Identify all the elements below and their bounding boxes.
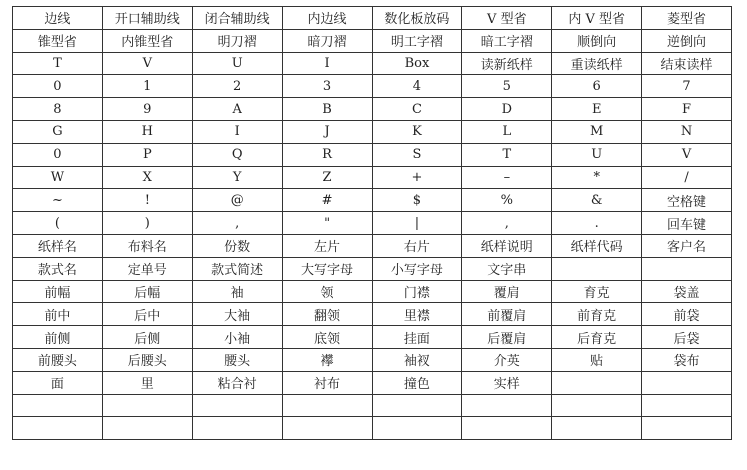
- table-cell: 前育克: [552, 303, 642, 326]
- table-cell: 闭合辅助线: [192, 7, 282, 30]
- table-row: [13, 120, 732, 143]
- table-cell: 挂面: [372, 326, 462, 349]
- table-cell: T: [13, 52, 103, 75]
- table-row: [13, 143, 732, 166]
- key-layout-table: [12, 6, 732, 440]
- table-cell: P: [102, 143, 192, 166]
- table-cell: |: [372, 212, 462, 235]
- table-cell: [282, 417, 372, 440]
- table-cell: #: [282, 189, 372, 212]
- table-cell: 内 V 型省: [552, 7, 642, 30]
- table-cell: G: [13, 120, 103, 143]
- table-cell: D: [462, 98, 552, 121]
- table-row: [13, 417, 732, 440]
- table-cell: C: [372, 98, 462, 121]
- table-cell: 2: [192, 75, 282, 98]
- table-row: [13, 280, 732, 303]
- table-row: [13, 212, 732, 235]
- table-cell: [462, 394, 552, 417]
- table-row: [13, 257, 732, 280]
- table-row: [13, 75, 732, 98]
- table-cell: [102, 394, 192, 417]
- table-cell: 款式名: [13, 257, 103, 280]
- table-cell: 衬布: [282, 371, 372, 394]
- table-cell: [13, 417, 103, 440]
- table-cell: ~: [13, 189, 103, 212]
- table-cell: 客户名: [642, 234, 732, 257]
- table-cell: 后腰头: [102, 348, 192, 371]
- table-row: [13, 303, 732, 326]
- table-cell: 顺倒向: [552, 29, 642, 52]
- table-cell: I: [192, 120, 282, 143]
- table-cell: ,: [192, 212, 282, 235]
- table-cell: A: [192, 98, 282, 121]
- table-cell: 3: [282, 75, 372, 98]
- table-cell: 育克: [552, 280, 642, 303]
- table-cell: 纸样代码: [552, 234, 642, 257]
- table-cell: [552, 257, 642, 280]
- table-cell: X: [102, 166, 192, 189]
- table-cell: 回车键: [642, 212, 732, 235]
- table-cell: 结束读样: [642, 52, 732, 75]
- table-cell: 开口辅助线: [102, 7, 192, 30]
- table-cell: [642, 371, 732, 394]
- table-cell: –: [462, 166, 552, 189]
- table-cell: 后中: [102, 303, 192, 326]
- table-cell: ,: [462, 212, 552, 235]
- table-cell: 后覆肩: [462, 326, 552, 349]
- table-cell: 领: [282, 280, 372, 303]
- table-cell: 里襟: [372, 303, 462, 326]
- table-cell: 后侧: [102, 326, 192, 349]
- table-cell: (: [13, 212, 103, 235]
- table-cell: I: [282, 52, 372, 75]
- table-cell: 暗刀褶: [282, 29, 372, 52]
- table-cell: [192, 394, 282, 417]
- table-row: [13, 326, 732, 349]
- table-cell: 9: [102, 98, 192, 121]
- table-cell: 空格键: [642, 189, 732, 212]
- table-row: [13, 348, 732, 371]
- table-cell: 定单号: [102, 257, 192, 280]
- table-cell: V 型省: [462, 7, 552, 30]
- table-cell: 明工字褶: [372, 29, 462, 52]
- table-cell: 实样: [462, 371, 552, 394]
- table-cell: Box: [372, 52, 462, 75]
- table-cell: [372, 394, 462, 417]
- table-cell: Z: [282, 166, 372, 189]
- table-cell: %: [462, 189, 552, 212]
- table-cell: 后育克: [552, 326, 642, 349]
- table-row: [13, 394, 732, 417]
- table-cell: 右片: [372, 234, 462, 257]
- table-cell: 布料名: [102, 234, 192, 257]
- table-cell: 里: [102, 371, 192, 394]
- table-cell: 0: [13, 143, 103, 166]
- table-cell: 前腰头: [13, 348, 103, 371]
- table-cell: 袖衩: [372, 348, 462, 371]
- table-cell: ": [282, 212, 372, 235]
- table-cell: 大袖: [192, 303, 282, 326]
- table-cell: N: [642, 120, 732, 143]
- table-cell: U: [192, 52, 282, 75]
- table-cell: 前幅: [13, 280, 103, 303]
- table-cell: 后袋: [642, 326, 732, 349]
- table-cell: 覆肩: [462, 280, 552, 303]
- table-cell: E: [552, 98, 642, 121]
- table-cell: 面: [13, 371, 103, 394]
- table-cell: $: [372, 189, 462, 212]
- table-cell: 7: [642, 75, 732, 98]
- table-cell: 袖: [192, 280, 282, 303]
- table-cell: 份数: [192, 234, 282, 257]
- table-cell: 锥型省: [13, 29, 103, 52]
- table-cell: 1: [102, 75, 192, 98]
- table-cell: 后幅: [102, 280, 192, 303]
- table-cell: [462, 417, 552, 440]
- table-cell: 逆倒向: [642, 29, 732, 52]
- table-cell: 菱型省: [642, 7, 732, 30]
- table-cell: [552, 417, 642, 440]
- table-cell: 暗工字褶: [462, 29, 552, 52]
- table-cell: 袋盖: [642, 280, 732, 303]
- table-body: [13, 7, 732, 440]
- table-cell: V: [642, 143, 732, 166]
- table-cell: 前覆肩: [462, 303, 552, 326]
- table-cell: 纸样名: [13, 234, 103, 257]
- table-cell: 小袖: [192, 326, 282, 349]
- table-cell: 袋布: [642, 348, 732, 371]
- table-cell: ): [102, 212, 192, 235]
- table-cell: +: [372, 166, 462, 189]
- table-cell: 0: [13, 75, 103, 98]
- table-cell: 内锥型省: [102, 29, 192, 52]
- table-cell: [372, 417, 462, 440]
- table-cell: 前袋: [642, 303, 732, 326]
- table-cell: /: [642, 166, 732, 189]
- table-row: [13, 371, 732, 394]
- table-cell: 粘合衬: [192, 371, 282, 394]
- table-cell: 4: [372, 75, 462, 98]
- table-row: [13, 234, 732, 257]
- table-cell: 前中: [13, 303, 103, 326]
- table-cell: 8: [13, 98, 103, 121]
- table-cell: 内边线: [282, 7, 372, 30]
- table-cell: J: [282, 120, 372, 143]
- table-cell: Y: [192, 166, 282, 189]
- table-cell: [642, 257, 732, 280]
- table-cell: 左片: [282, 234, 372, 257]
- table-cell: 底领: [282, 326, 372, 349]
- table-cell: 5: [462, 75, 552, 98]
- table-cell: T: [462, 143, 552, 166]
- table-cell: .: [552, 212, 642, 235]
- table-cell: S: [372, 143, 462, 166]
- table-cell: 边线: [13, 7, 103, 30]
- table-cell: [102, 417, 192, 440]
- table-cell: 文字串: [462, 257, 552, 280]
- table-cell: F: [642, 98, 732, 121]
- table-cell: 门襟: [372, 280, 462, 303]
- table-cell: [13, 394, 103, 417]
- table-cell: M: [552, 120, 642, 143]
- table-cell: 介英: [462, 348, 552, 371]
- table-cell: @: [192, 189, 282, 212]
- table-cell: H: [102, 120, 192, 143]
- table-row: [13, 29, 732, 52]
- table-cell: Q: [192, 143, 282, 166]
- table-cell: 腰头: [192, 348, 282, 371]
- table-cell: [192, 417, 282, 440]
- table-cell: 贴: [552, 348, 642, 371]
- table-cell: U: [552, 143, 642, 166]
- table-cell: 读新纸样: [462, 52, 552, 75]
- table-cell: 撞色: [372, 371, 462, 394]
- table-cell: [282, 394, 372, 417]
- table-cell: 大写字母: [282, 257, 372, 280]
- table-cell: 款式简述: [192, 257, 282, 280]
- table-row: [13, 166, 732, 189]
- table-cell: [552, 371, 642, 394]
- table-cell: 翻领: [282, 303, 372, 326]
- table-cell: &: [552, 189, 642, 212]
- table-cell: K: [372, 120, 462, 143]
- table-cell: [642, 417, 732, 440]
- table-cell: 重读纸样: [552, 52, 642, 75]
- table-cell: 前侧: [13, 326, 103, 349]
- table-cell: [642, 394, 732, 417]
- table-row: [13, 98, 732, 121]
- table-cell: 襻: [282, 348, 372, 371]
- table-row: [13, 7, 732, 30]
- table-cell: 明刀褶: [192, 29, 282, 52]
- table-cell: 小写字母: [372, 257, 462, 280]
- table-row: [13, 52, 732, 75]
- table-cell: B: [282, 98, 372, 121]
- table-cell: *: [552, 166, 642, 189]
- table-cell: [552, 394, 642, 417]
- table-cell: W: [13, 166, 103, 189]
- table-cell: 数化板放码: [372, 7, 462, 30]
- table-row: [13, 189, 732, 212]
- table-cell: 6: [552, 75, 642, 98]
- table-cell: !: [102, 189, 192, 212]
- table-cell: L: [462, 120, 552, 143]
- table-cell: R: [282, 143, 372, 166]
- table-cell: 纸样说明: [462, 234, 552, 257]
- table-cell: V: [102, 52, 192, 75]
